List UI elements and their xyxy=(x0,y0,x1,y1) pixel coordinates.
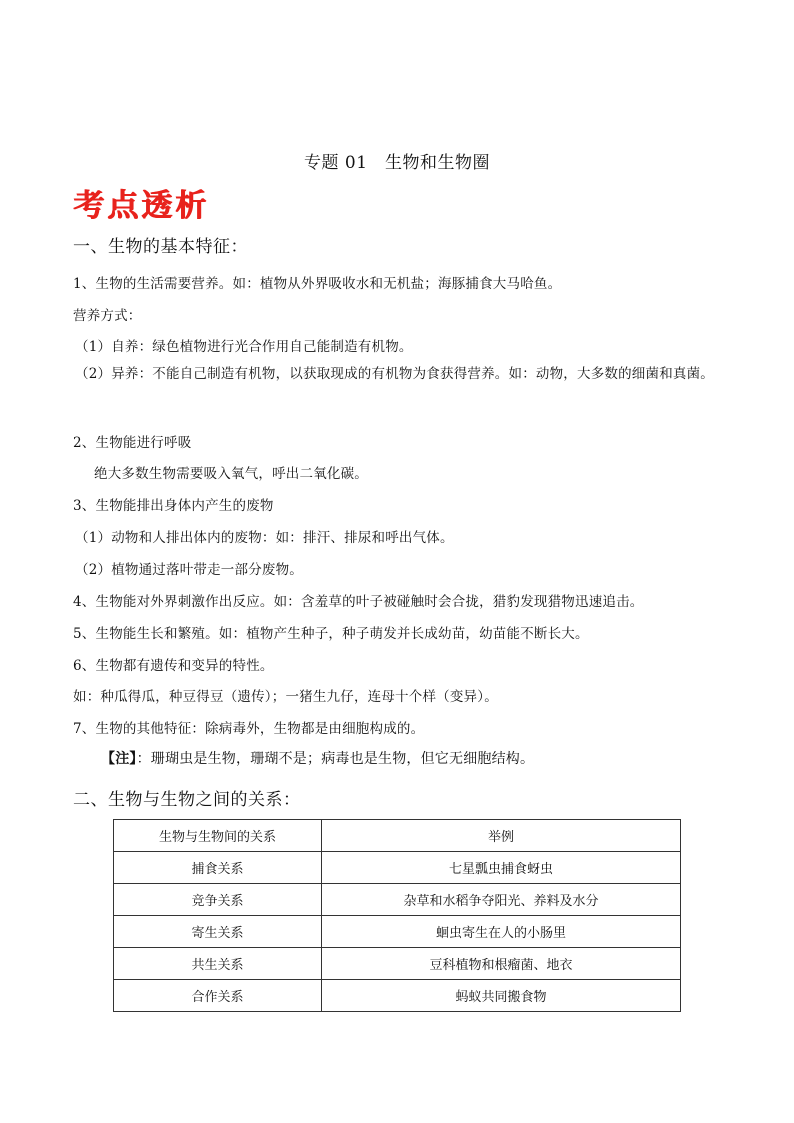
paragraph-3: （1）自养：绿色植物进行光合作用自己能制造有机物。 xyxy=(75,339,413,355)
table-header-row xyxy=(114,820,681,852)
paragraph-7: 3、生物能排出身体内产生的废物 xyxy=(73,498,274,514)
paragraph-11: 5、生物能生长和繁殖。如：植物产生种子，种子萌发并长成幼苗，幼苗能不断长大。 xyxy=(73,626,589,642)
paragraph-4: （2）异养：不能自己制造有机物，以获取现成的有机物为食获得营养。如：动物，大多数的细菌和真菌。 xyxy=(75,366,714,382)
table-cell: 合作关系 xyxy=(114,980,322,1012)
table-cell: 寄生关系 xyxy=(114,916,322,948)
table-row xyxy=(114,916,681,948)
paragraph-8: （1）动物和人排出体内的废物：如：排汗、排尿和呼出气体。 xyxy=(75,530,454,546)
table-header-cell: 举例 xyxy=(322,820,681,852)
section-banner: 考点透析 xyxy=(73,188,209,224)
paragraph-6: 绝大多数生物需要吸入氧气，呼出二氧化碳。 xyxy=(94,466,368,482)
paragraph-12: 6、生物都有遗传和变异的特性。 xyxy=(73,658,274,674)
table-header-cell: 生物与生物间的关系 xyxy=(114,820,322,852)
table-cell: 豆科植物和根瘤菌、地衣 xyxy=(322,948,681,980)
note-tag: 【注】 xyxy=(101,751,137,767)
table-cell: 蚂蚁共同搬食物 xyxy=(322,980,681,1012)
table-row xyxy=(114,948,681,980)
table-cell: 共生关系 xyxy=(114,948,322,980)
table-cell: 蛔虫寄生在人的小肠里 xyxy=(322,916,681,948)
table-row xyxy=(114,980,681,1012)
page-title: 专题 01 生物和生物圈 xyxy=(303,153,491,173)
note-line xyxy=(101,748,534,768)
table-cell: 杂草和水稻争夺阳光、养料及水分 xyxy=(322,884,681,916)
table-cell: 七星瓢虫捕食蚜虫 xyxy=(322,852,681,884)
paragraph-5: 2、生物能进行呼吸 xyxy=(73,435,192,451)
section2-heading: 二、生物与生物之间的关系： xyxy=(73,790,301,810)
table-cell: 捕食关系 xyxy=(114,852,322,884)
paragraph-9: （2）植物通过落叶带走一部分废物。 xyxy=(75,562,303,578)
paragraph-14: 7、生物的其他特征：除病毒外，生物都是由细胞构成的。 xyxy=(73,721,425,737)
paragraph-2: 营养方式： xyxy=(73,308,142,324)
paragraph-1: 1、生物的生活需要营养。如：植物从外界吸收水和无机盐；海豚捕食大马哈鱼。 xyxy=(73,276,562,292)
table-cell: 竞争关系 xyxy=(114,884,322,916)
relationship-table xyxy=(113,819,681,1012)
table-row xyxy=(114,884,681,916)
note-text: ：珊瑚虫是生物，珊瑚不是；病毒也是生物，但它无细胞结构。 xyxy=(136,751,535,767)
table-row xyxy=(114,852,681,884)
section1-heading: 一、生物的基本特征： xyxy=(73,237,248,257)
paragraph-10: 4、生物能对外界刺激作出反应。如：含羞草的叶子被碰触时会合拢，猎豹发现猎物迅速追击。 xyxy=(73,594,644,610)
paragraph-13: 如：种瓜得瓜，种豆得豆（遗传）；一猪生九仔，连母十个样（变异）。 xyxy=(73,689,498,705)
